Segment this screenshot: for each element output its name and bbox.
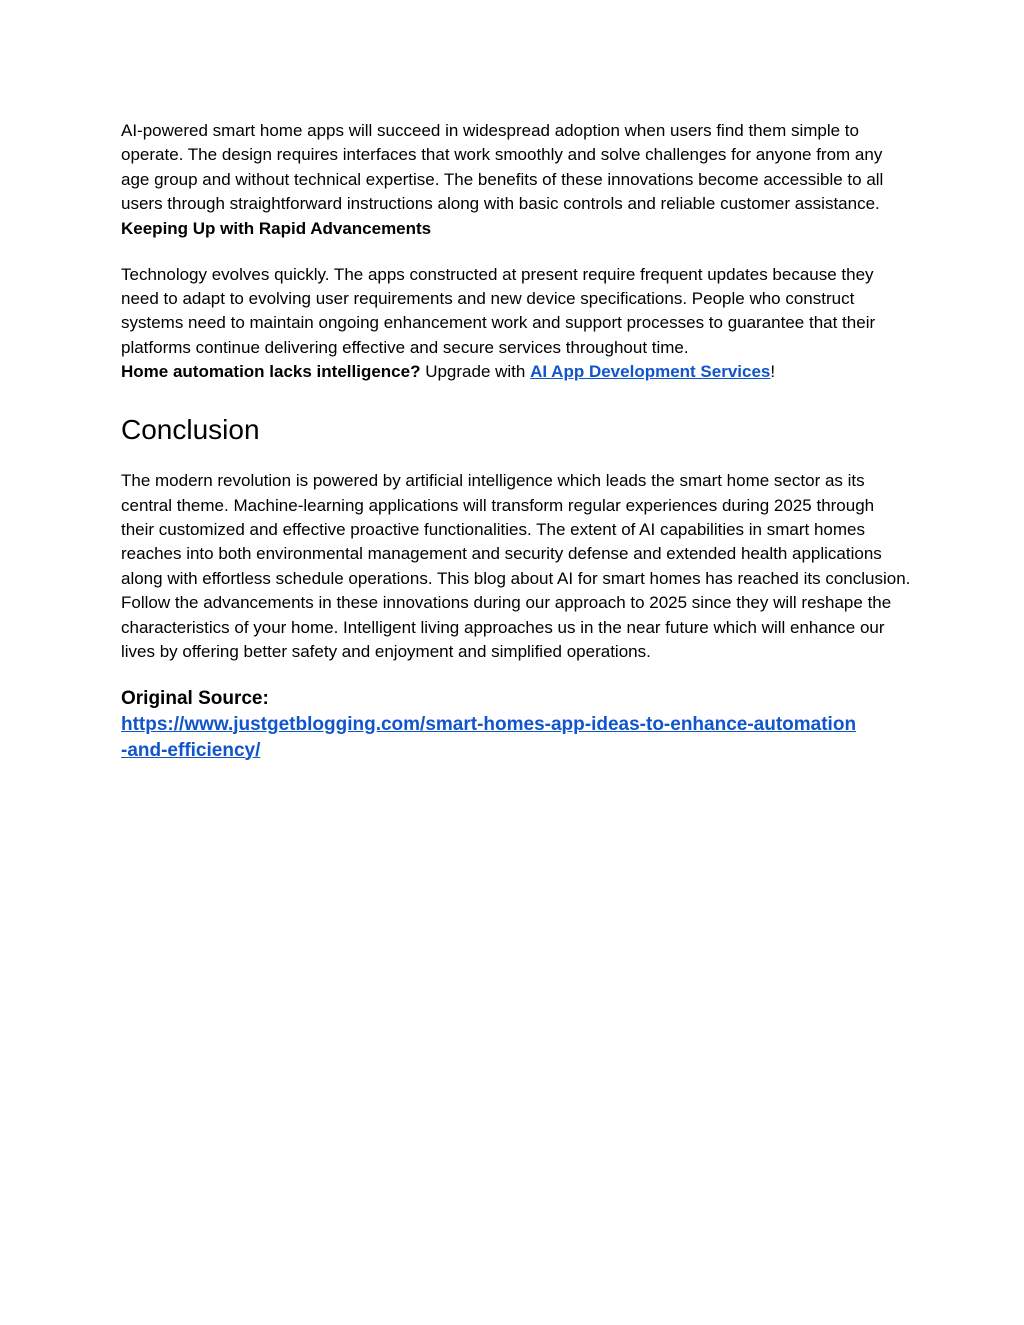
document-page — [121, 119, 911, 764]
cta-line — [121, 360, 911, 384]
original-source-url-line1: https://www.justgetblogging.com/smart-homes-app-ideas-to-enhance-automation — [121, 713, 857, 735]
cta-bold-text: Home automation lacks intelligence? — [121, 362, 421, 382]
section-paragraph: Technology evolves quickly. The apps constructed at present require frequent updates because they need to adapt to evolving user requirements and new device specifications. People who construct systems need to maintain ongoing enhancement work and support processes to guarantee that their platforms continue delivering effective and secure services throughout time. — [121, 264, 876, 357]
section-heading: Keeping Up with Rapid Advancements — [121, 218, 432, 238]
intro-paragraph: AI-powered smart home apps will succeed in widespread adoption when users find them simple to operate. The design requires interfaces that work smoothly and solve challenges for anyone from any age group and without technical expertise. The benefits of these innovations become accessible to all users through straightforward instructions along with basic controls and reliable customer assistance. — [121, 121, 884, 214]
cta-trailing-text: ! — [770, 362, 776, 382]
original-source-link[interactable] — [121, 714, 856, 761]
ai-app-development-services-link[interactable]: AI App Development Services — [530, 362, 771, 382]
original-source-link-block — [121, 712, 911, 764]
cta-plain-text: Upgrade with — [420, 362, 531, 382]
conclusion-heading: Conclusion — [121, 414, 260, 446]
original-source-url-line2: -and-efficiency/ — [121, 739, 261, 761]
original-source-label: Original Source: — [121, 687, 269, 709]
conclusion-paragraph: The modern revolution is powered by artificial intelligence which leads the smart home sector as its central theme. Machine-learning applications will transform regular experiences during 2025 through their customized and effective proactive functionalities. The extent of AI capabilities in smart homes reaches into both environmental management and security defense and extended health applications along with effortless schedule operations. This blog about AI for smart homes has reached its conclusion. Follow the advancements in these innovations during our approach to 2025 since they will reshape the characteristics of your home. Intelligent living approaches us in the near future which will enhance our lives by offering better safety and enjoyment and simplified operations. — [121, 471, 911, 662]
